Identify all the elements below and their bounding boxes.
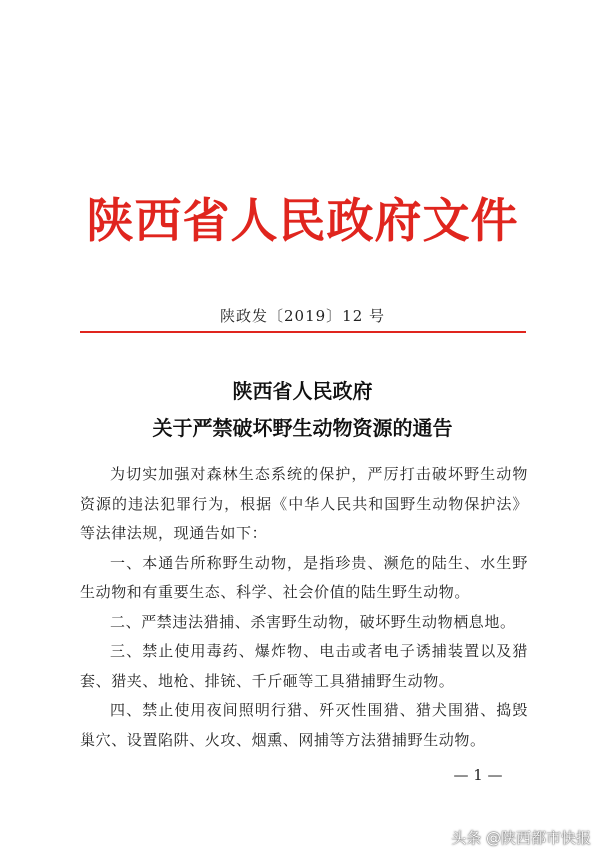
notice-body: [80, 460, 528, 755]
document-number: 陕政发〔2019〕12 号: [219, 307, 386, 325]
paragraph-item-4: 四、禁止使用夜间照明行猎、歼灭性围猎、猎犬围猎、捣毁巢穴、设置陷阱、火攻、烟熏、网捕等方法猎捕野生动物。: [80, 701, 528, 749]
source-watermark: 头条 @陕西都市快报: [451, 829, 591, 847]
notice-title-subject: 关于严禁破坏野生动物资源的通告: [152, 416, 453, 440]
red-divider-line: [80, 331, 526, 333]
paragraph-intro: 为切实加强对森林生态系统的保护，严厉打击破坏野生动物资源的违法犯罪行为，根据《中华人民共和国野生动物保护法》等法律法规，现通告如下：: [80, 465, 528, 542]
paragraph-item-3: 三、禁止使用毒药、爆炸物、电击或者电子诱捕装置以及猎套、猎夹、地枪、排铳、千斤砸等工具猎捕野生动物。: [80, 642, 528, 690]
document-header-title: 陕西省人民政府文件: [86, 194, 519, 249]
page-number: — 1 —: [453, 766, 503, 784]
notice-title-issuer: 陕西省人民政府: [232, 379, 373, 403]
paragraph-item-1: 一、本通告所称野生动物，是指珍贵、濒危的陆生、水生野生动物和有重要生态、科学、社会价值的陆生野生动物。: [80, 553, 528, 601]
paragraph-item-2: 二、严禁违法猎捕、杀害野生动物，破坏野生动物栖息地。: [110, 612, 516, 631]
